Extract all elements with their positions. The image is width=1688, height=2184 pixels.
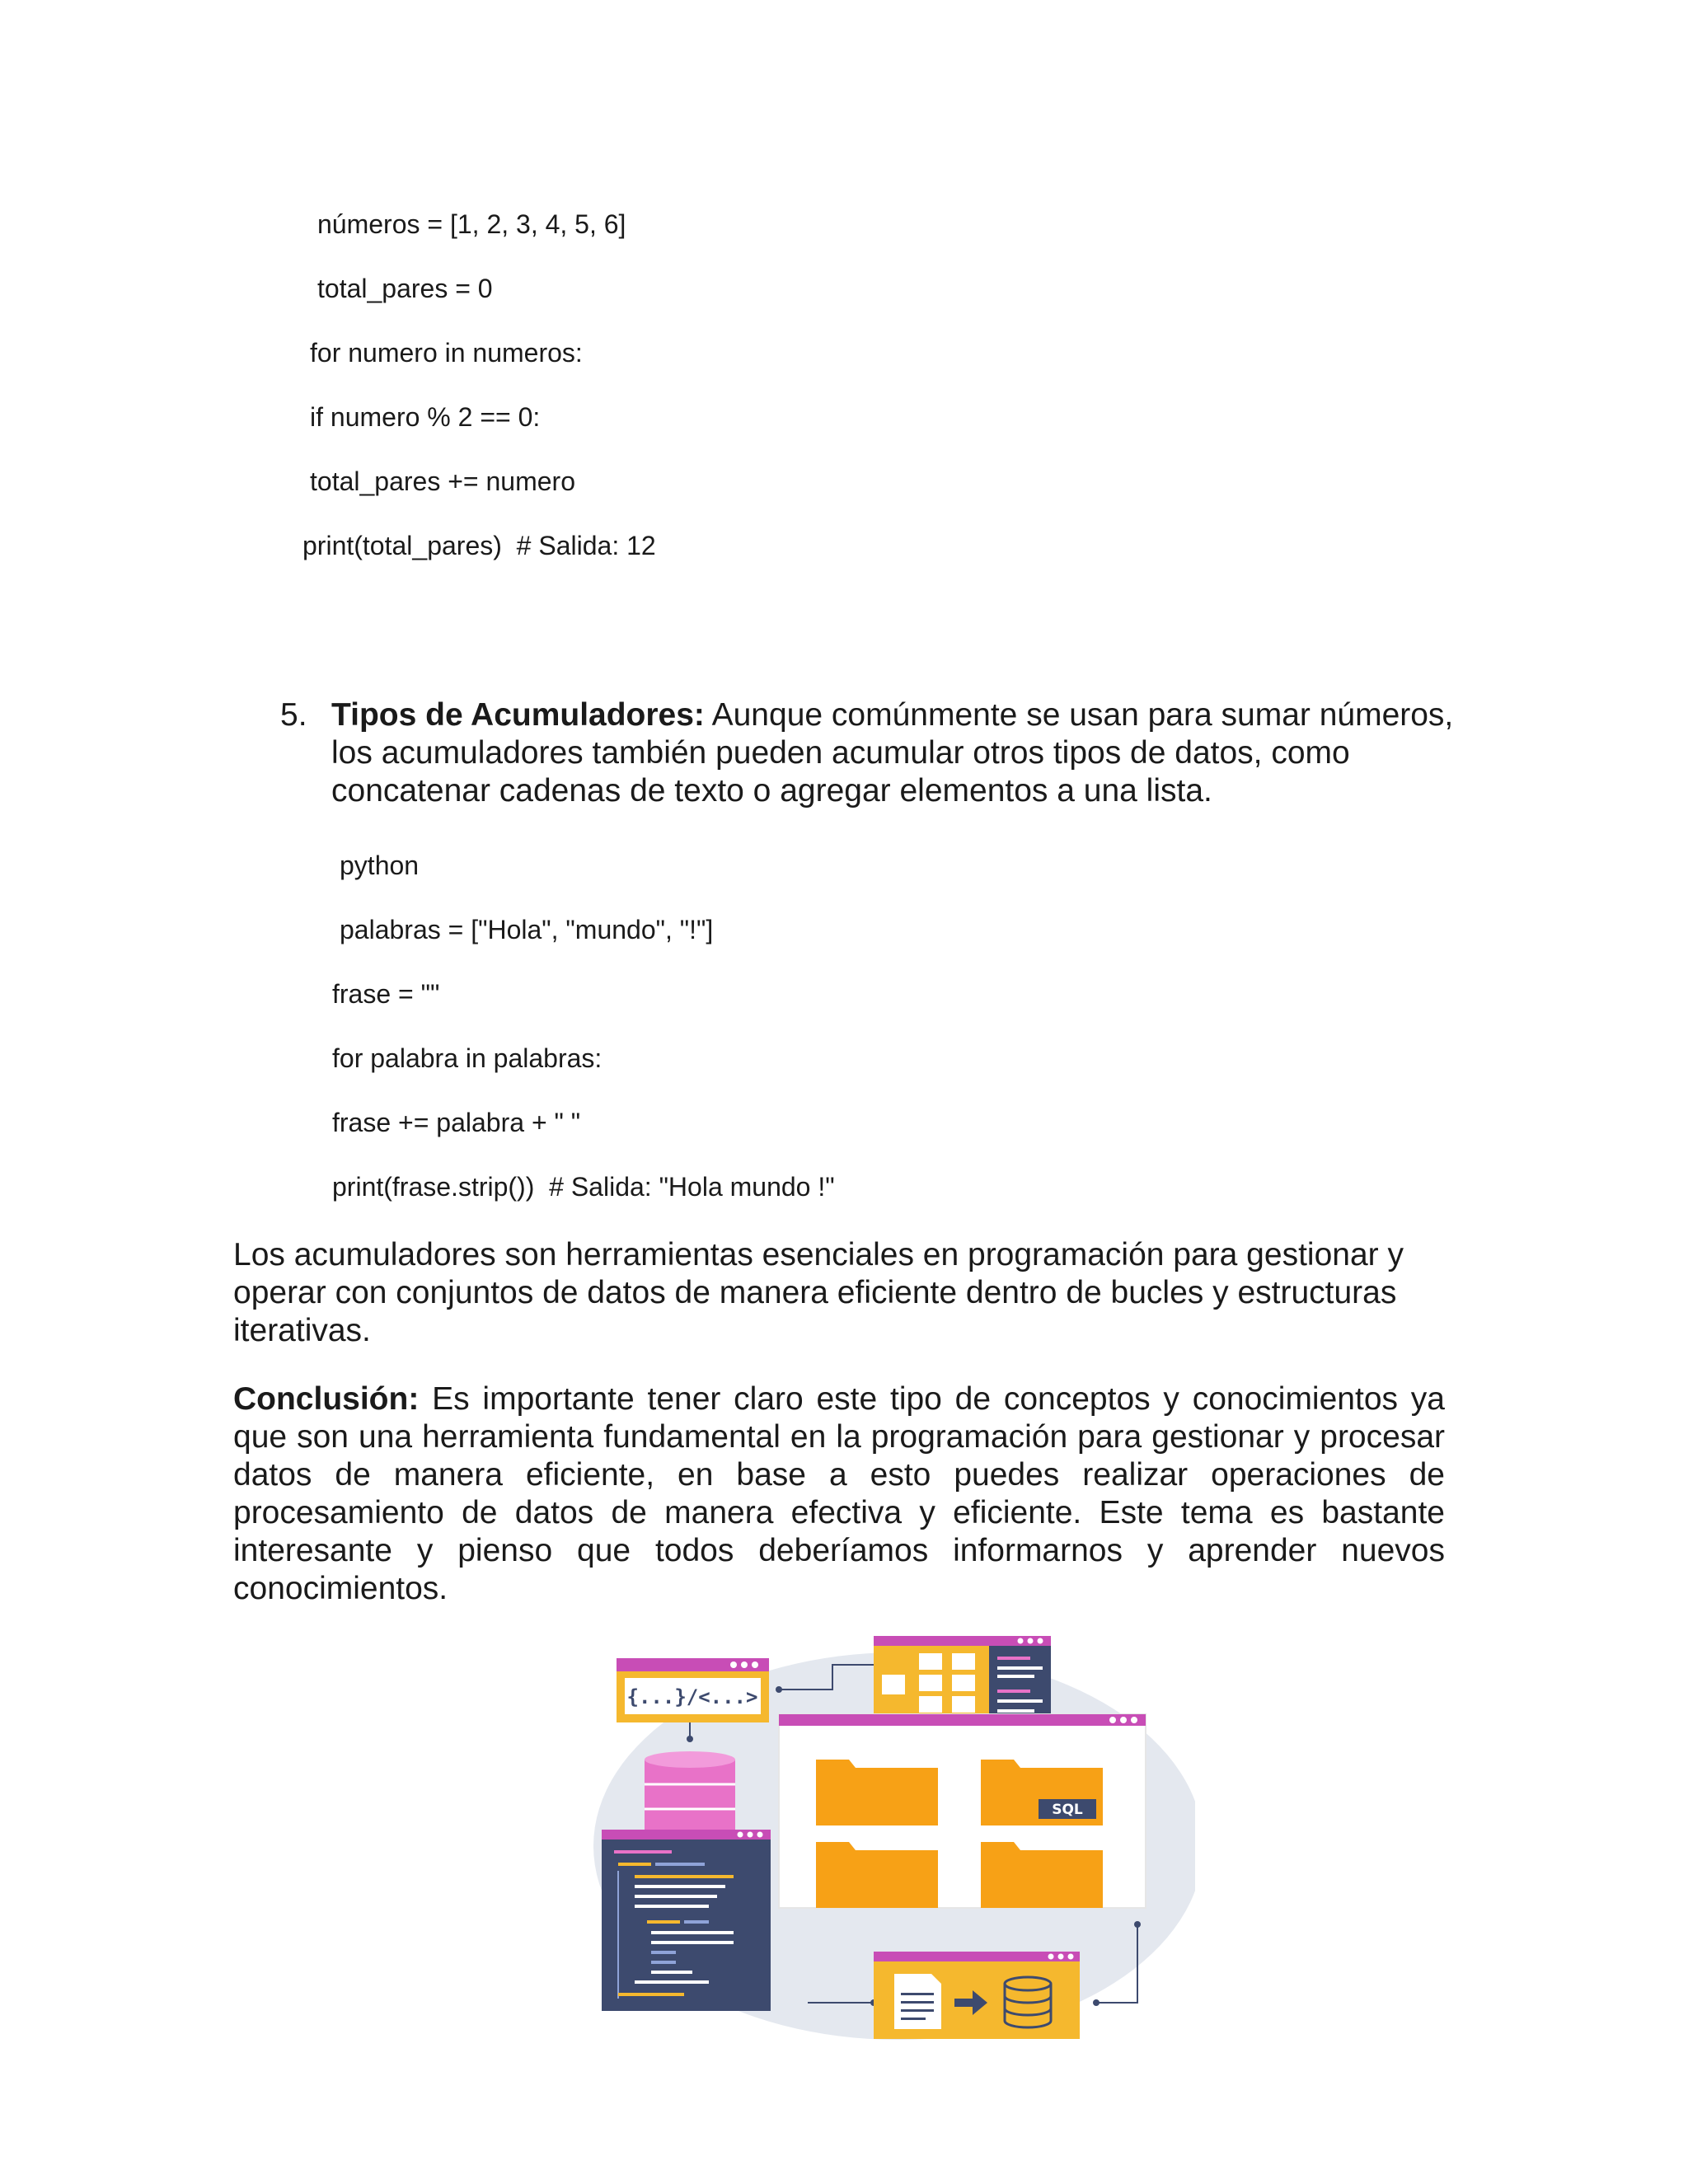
code-line: palabras = ["Hola", "mundo", "!"] (340, 915, 714, 944)
code-badge-window (617, 1658, 769, 1722)
code-line: for numero in numeros: (310, 338, 583, 368)
flowchart-window (874, 1636, 1051, 1727)
code-badge-text: {...}/<...> (626, 1685, 758, 1708)
folders-window (779, 1714, 1146, 1908)
code-editor-window (602, 1830, 771, 2011)
conclusion-label: Conclusión: (233, 1381, 420, 1417)
code-line: print(frase.strip()) # Salida: "Hola mundo !" (332, 1172, 835, 1202)
list-item-text: Aunque comúnmente se usan para sumar números, los acumuladores también pueden acumular otros tipos de datos, como concatenar cadenas de texto o agregar elementos a una lista. (331, 697, 1454, 808)
conclusion-paragraph (233, 1380, 1445, 1608)
code-line: números = [1, 2, 3, 4, 5, 6] (317, 209, 626, 239)
code-line: total_pares += numero (310, 466, 575, 496)
code-line: python (340, 851, 420, 880)
code-line: print(total_pares) # Salida: 12 (302, 531, 656, 560)
sql-badge-text: SQL (1052, 1802, 1083, 1818)
summary-paragraph: Los acumuladores son herramientas esenciales en programación para gestionar y operar con conjuntos de datos de manera eficiente dentro de bucles y estructuras iterativas. (233, 1237, 1404, 1348)
database-stack-icon (645, 1751, 735, 1842)
data-processing-illustration (569, 1624, 1195, 2052)
list-item-heading: Tipos de Acumuladores: (331, 697, 705, 733)
folder-icon (981, 1842, 1103, 1908)
code-line: frase += palabra + " " (332, 1108, 581, 1137)
folder-icon (816, 1842, 938, 1908)
file-to-database-window (874, 1952, 1080, 2039)
code-line: frase = "" (332, 979, 440, 1009)
list-number: 5. (280, 697, 307, 733)
folder-icon (816, 1760, 938, 1825)
code-line: if numero % 2 == 0: (310, 402, 541, 432)
conclusion-text: Es importante tener claro este tipo de conceptos y conocimientos ya que son una herramienta fundamental en la programación para gestionar y procesar datos de manera eficiente, en base a esto puedes realizar operaciones de procesamiento de datos de manera efectiva y eficiente. Este tema es bastante interesante y pienso que todos deberíamos informarnos y aprender nuevos conocimientos. (233, 1381, 1445, 1606)
code-line: total_pares = 0 (317, 274, 493, 303)
code-line: for palabra in palabras: (332, 1043, 603, 1073)
